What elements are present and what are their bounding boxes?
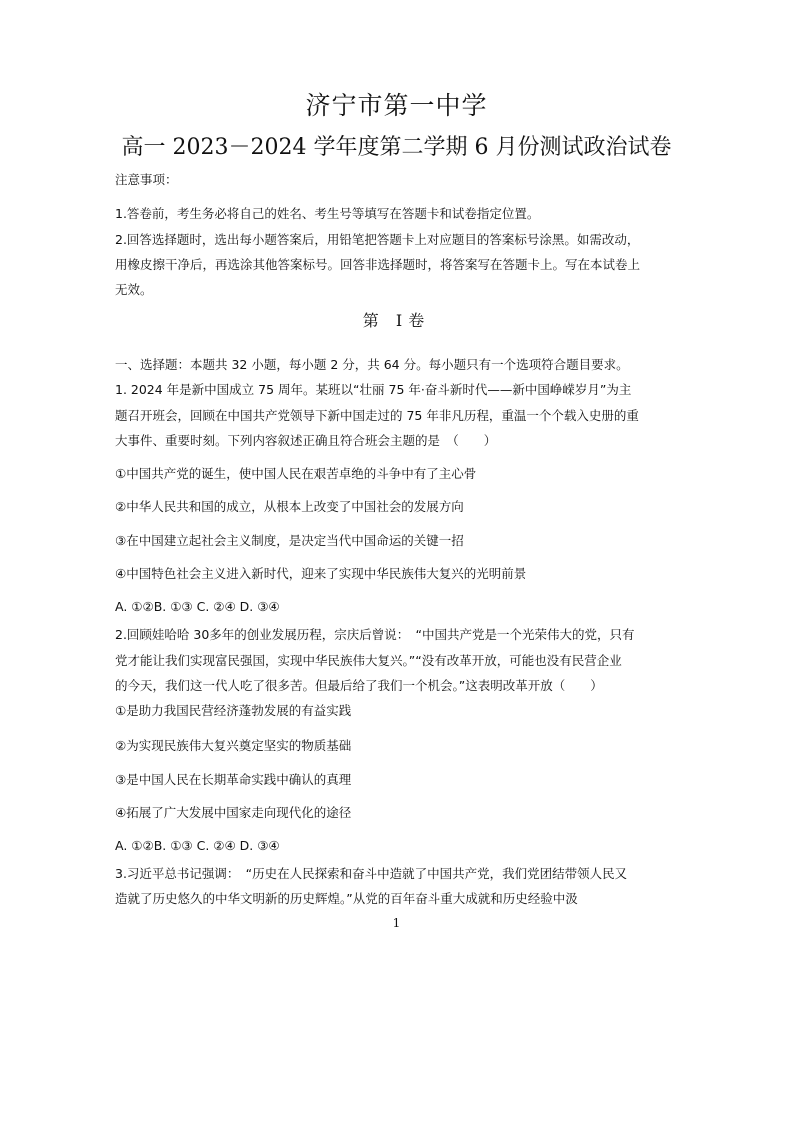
q2-stem-line-2: 党才能让我们实现富民强国，实现中华民族伟大复兴。”“没有改革开放，可能也没有民营企业 (115, 653, 622, 668)
notice-item-2-line-1: 2.回答选择题时，选出每小题答案后，用铅笔把答题卡上对应题目的答案标号涂黑。如需改动， (115, 232, 640, 247)
q2-option-3: ③是中国人民在长期革命实践中确认的真理 (115, 772, 352, 787)
notice-heading: 注意事项： (115, 172, 178, 187)
q1-stem-line-2: 题召开班会，回顾在中国共产党领导下新中国走过的 75 年非凡历程，重温一个个载入史册的重 (115, 408, 639, 423)
exam-title: 高一 2023－2024 学年度第二学期 6 月份测试政治试卷 (121, 135, 672, 160)
q2-stem-line-1: 2.回顾娃哈哈 30多年的创业发展历程，宗庆后曾说： “中国共产党是一个光荣伟大的党，只有 (115, 627, 635, 642)
school-name: 济宁市第一中学 (305, 91, 488, 120)
section-title: 第 Ⅰ卷 (362, 311, 431, 330)
notice-item-1: 1.答卷前，考生务必将自己的姓名、考生号等填写在答题卡和试卷指定位置。 (115, 206, 540, 221)
q1-option-4: ④中国特色社会主义进入新时代，迎来了实现中华民族伟大复兴的光明前景 (115, 566, 527, 581)
page-number: 1 (392, 916, 401, 930)
q1-option-1: ①中国共产党的诞生，使中国人民在艰苦卓绝的斗争中有了主心骨 (115, 466, 477, 481)
q3-stem-line-2: 造就了历史悠久的中华文明新的历史辉煌。”从党的百年奋斗重大成就和历史经验中汲 (115, 891, 578, 906)
notice-item-2-line-3: 无效。 (115, 282, 153, 297)
q1-option-2: ②中华人民共和国的成立，从根本上改变了中国社会的发展方向 (115, 499, 464, 514)
q2-option-2: ②为实现民族伟大复兴奠定坚实的物质基础 (115, 738, 352, 753)
q1-stem-line-3: 大事件、重要时刻。下列内容叙述正确且符合班会主题的是 （ ） (115, 433, 497, 448)
q2-option-4: ④拓展了广大发展中国家走向现代化的途径 (115, 805, 352, 820)
notice-item-2-line-2: 用橡皮擦干净后，再选涂其他答案标号。回答非选择题时，将答案写在答题卡上。写在本试卷上 (115, 257, 641, 272)
q1-stem-line-1: 1. 2024 年是新中国成立 75 周年。某班以“壮丽 75 年·奋斗新时代——新中国峥嵘岁月”为主 (115, 382, 632, 397)
q1-choices: A. ①②B. ①③ C. ②④ D. ③④ (115, 599, 280, 614)
q2-choices: A. ①②B. ①③ C. ②④ D. ③④ (115, 838, 280, 853)
q2-stem-line-3: 的今天，我们这一代人吃了很多苦。但最后给了我们一个机会。”这表明改革开放（ ） (115, 678, 603, 693)
q2-option-1: ①是助力我国民营经济蓬勃发展的有益实践 (115, 703, 352, 718)
q1-option-3: ③在中国建立起社会主义制度，是决定当代中国命运的关键一招 (115, 533, 464, 548)
q3-stem-line-1: 3.习近平总书记强调： “历史在人民探索和奋斗中造就了中国共产党，我们党团结带领人民又 (115, 866, 628, 881)
section-intro: 一、选择题：本题共 32 小题，每小题 2 分，共 64 分。每小题只有一个选项符合题目要求。 (115, 357, 629, 372)
